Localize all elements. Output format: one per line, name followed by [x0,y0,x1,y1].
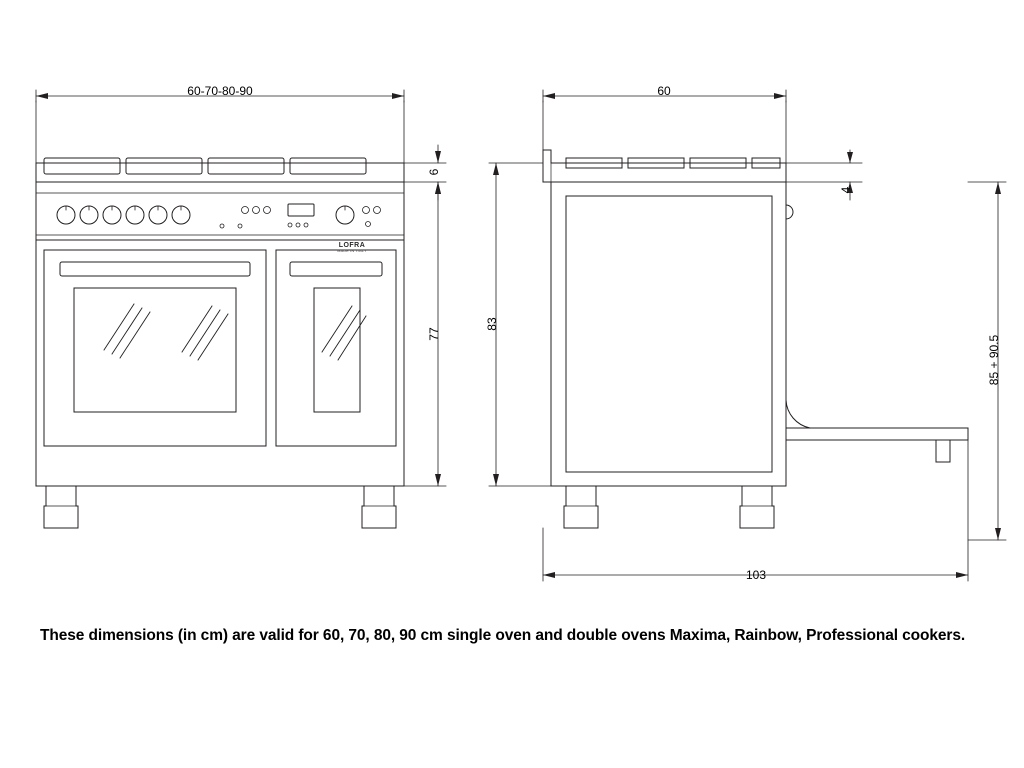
front-body-height-label: 77 [427,327,441,341]
burner-grate-2 [126,158,202,174]
cooktop-surface [36,163,404,182]
side-cooktop-lip-label: 4 [839,186,853,194]
side-knob-profile [786,205,793,219]
control-panel [36,182,404,240]
side-view-group [489,90,1006,581]
secondary-oven-glass-reflection [322,306,366,360]
open-door-depth-label: 103 [745,568,767,582]
main-oven-handle [60,262,250,276]
diagram-caption: These dimensions (in cm) are valid for 60, 70, 80, 90 cm single oven and double ovens Maxima, Rainbow, Professional cookers. [40,627,966,644]
front-view-group [36,90,446,528]
secondary-oven-window [314,288,360,412]
burner-grate-1 [44,158,120,174]
side-body [551,182,786,486]
front-width-dimension [36,90,404,163]
door-hinge-arc [786,400,810,428]
front-width-label: 60-70-80-90 [187,84,253,98]
open-door-depth-dimension [543,440,968,581]
side-right-leg [740,486,774,528]
brand-logo: LOFRA [338,242,366,249]
side-depth-label: 60 [657,84,671,98]
burner-grate-4 [290,158,366,174]
side-total-height-label: 83 [485,317,499,331]
open-door-handle [936,440,950,462]
secondary-oven-handle [290,262,382,276]
oven-body [36,240,404,486]
control-knobs [57,206,354,224]
burner-grate-3 [208,158,284,174]
side-depth-dimension [543,90,786,178]
front-left-leg [44,486,78,528]
open-door-height-label: 85 + 90.5 [987,334,1001,386]
side-left-leg [564,486,598,528]
front-cooktop-height-label: 6 [427,168,441,176]
main-oven-door [44,250,266,446]
side-body-panel [566,196,772,472]
side-cooktop-profile [543,150,786,182]
brand-logo-subtitle: MADE IN ITALY [337,249,367,253]
secondary-oven-door [276,250,396,446]
open-oven-door [786,428,968,440]
timer-display [288,204,314,227]
main-oven-glass-reflection [104,304,228,360]
front-right-leg [362,486,396,528]
